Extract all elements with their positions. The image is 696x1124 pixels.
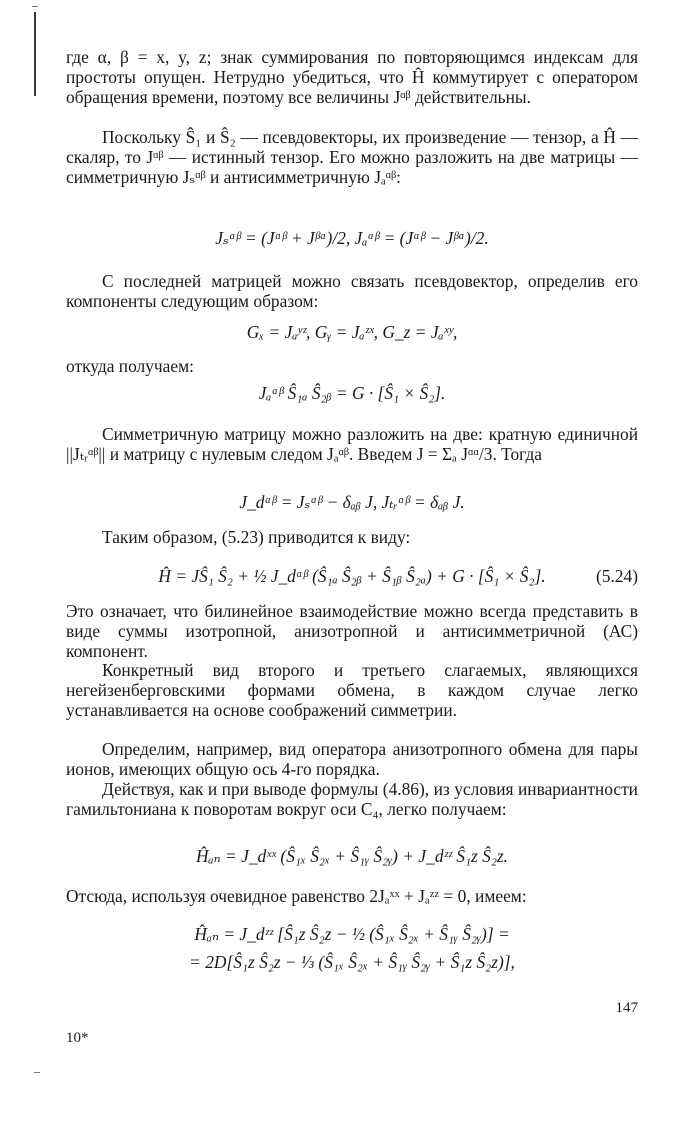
signature-mark: 10* — [66, 1030, 89, 1046]
equation-number: (5.24) — [595, 566, 638, 586]
formula-h-an: Ĥₐₙ = J_dˣˣ (Ŝ₁ₓ Ŝ₂ₓ + Ŝ₁ᵧ Ŝ₂ᵧ) + J_dᶻᶻ Ŝ₁z Ŝ₂z. — [196, 846, 508, 866]
scan-artifact-mark — [34, 1072, 40, 1073]
paragraph-decompose: Симметричную матрицу можно разложить на две: кратную единичной ||Jₜᵣᵅᵝ|| и матрицу с нулевым следом Jₐᵅᵝ. Введем J = Σₐ Jᵅᵅ/3. Тогда — [66, 424, 638, 464]
formula-traceless: J_dᵅᵝ = Jₛᵅᵝ − δₐᵦ J, Jₜᵣᵅᵝ = δₐᵦ J. — [239, 492, 465, 512]
formula-hamiltonian — [66, 566, 638, 586]
paragraph-hence: откуда получаем: — [66, 356, 194, 376]
paragraph-pseudovector: С последней матрицей можно связать псевдовектор, определив его компоненты следующим образом: — [66, 271, 638, 311]
paragraph-indices: где α, β = x, y, z; знак суммирования по повторяющимся индексам для простоты опущен. Нетрудно убедиться, что Ĥ коммутирует с оператором обращения времени, поэтому все величины Jᵅᵝ действительны. — [66, 47, 638, 107]
page-number: 147 — [615, 1000, 638, 1016]
scan-artifact-line — [34, 12, 36, 96]
paragraph-acting: Действуя, как и при выводе формулы (4.86), из условия инвариантности гамильтониана к поворотам вокруг оси C₄, легко получаем: — [66, 779, 638, 819]
formula-sym-antisym: Jₛᵅᵝ = (Jᵅᵝ + Jᵝᵅ)/2, Jₐᵅᵝ = (Jᵅᵝ − Jᵝᵅ)/2. — [215, 228, 489, 248]
formula-g-components: Gₓ = Jₐʸᶻ, Gᵧ = Jₐᶻˣ, G_z = Jₐˣʸ, — [246, 322, 458, 342]
scan-artifact-mark — [32, 6, 38, 7]
formula-g-product: Jₐᵅᵝ Ŝ₁ₐ Ŝ₂ᵦ = G · [Ŝ₁ × Ŝ₂]. — [258, 383, 446, 403]
paragraph-meaning: Это означает, что билинейное взаимодействие можно всегда представить в виде суммы изотропной, анизотропной и антисимметричной (АС) компонент. — [66, 601, 638, 661]
formula-h-an-line1: Ĥₐₙ = J_dᶻᶻ [Ŝ₁z Ŝ₂z − ½ (Ŝ₁ₓ Ŝ₂ₓ + Ŝ₁ᵧ Ŝ₂ᵧ)] = — [194, 924, 510, 944]
paragraph-specific-form: Конкретный вид второго и третьего слагаемых, являющихся негейзенберговскими формами обмена, в каждом случае легко устанавливается на основе соображений симметрии. — [66, 660, 638, 720]
formula-hamiltonian-text: Ĥ = JŜ₁ Ŝ₂ + ½ J_dᵅᵝ (Ŝ₁ₐ Ŝ₂ᵦ + Ŝ₁ᵦ Ŝ₂ₐ) + G · [Ŝ₁ × Ŝ₂]. — [158, 566, 546, 586]
formula-h-an-line2: = 2D[Ŝ₁z Ŝ₂z − ⅓ (Ŝ₁ₓ Ŝ₂ₓ + Ŝ₁ᵧ Ŝ₂ᵧ + Ŝ₁z Ŝ₂z)], — [189, 952, 515, 972]
paragraph-tensor: Поскольку Ŝ₁ и Ŝ₂ — псевдовекторы, их произведение — тензор, а Ĥ — скаляр, то Jᵅᵝ — истинный тензор. Его можно разложить на две матрицы — симметричную Jₛᵅᵝ и антисимметричную Jₐᵅᵝ: — [66, 127, 638, 187]
paragraph-define: Определим, например, вид оператора анизотропного обмена для пары ионов, имеющих общую ось 4-го порядка. — [66, 739, 638, 779]
paragraph-using: Отсюда, используя очевидное равенство 2Jₐˣˣ + Jₐᶻᶻ = 0, имеем: — [66, 886, 527, 906]
paragraph-reduces: Таким образом, (5.23) приводится к виду: — [102, 527, 411, 547]
